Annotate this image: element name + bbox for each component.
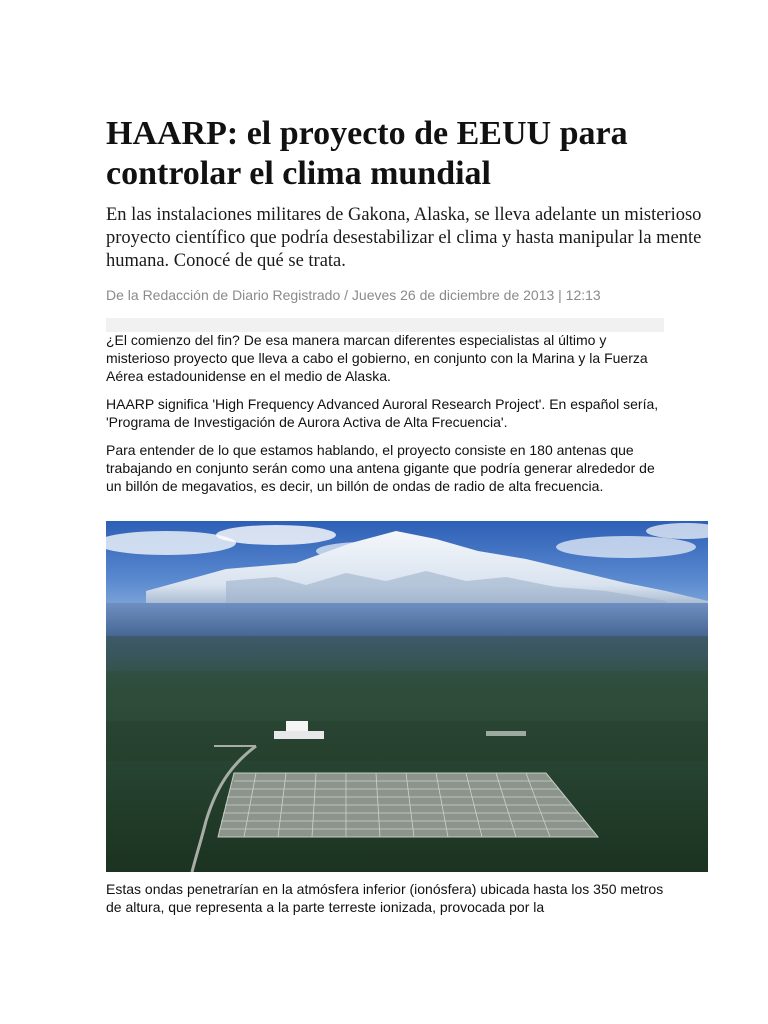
article-title: HAARP: el proyecto de EEUU para controlar el clima mundial: [106, 115, 628, 192]
paragraph-2: HAARP significa 'High Frequency Advanced Auroral Research Project'. En español sería, 'Programa de Investigación de Aurora Activa de Alta Frecuencia'.: [106, 396, 659, 430]
separator-bar: [106, 318, 664, 332]
haarp-aerial-photo: [106, 521, 708, 872]
paragraph-1: ¿El comienzo del fin? De esa manera marcan diferentes especialistas al último y misterioso proyecto que lleva a cabo el gobierno, en conjunto con la Marina y la Fuerza Aérea estadounidense en el medio de Alaska.: [106, 332, 648, 384]
paragraph-4: Estas ondas penetrarían en la atmósfera inferior (ionósfera) ubicada hasta los 350 metros de altura, que representa a la parte terreste ionizada, provocada por la: [106, 881, 664, 915]
paragraph-3: Para entender de lo que estamos hablando, el proyecto consiste en 180 antenas que trabajando en conjunto serán como una antena gigante que podría generar alrededor de un billón de megavatios, es decir, un billón de ondas de radio de alta frecuencia.: [106, 442, 655, 494]
article-lede: En las instalaciones militares de Gakona, Alaska, se lleva adelante un misterioso proyecto científico que podría desestabilizar el clima y hasta manipular la mente humana. Conocé de qué se trata.: [106, 205, 702, 271]
article-byline: De la Redacción de Diario Registrado / Jueves 26 de diciembre de 2013 | 12:13: [106, 287, 601, 303]
